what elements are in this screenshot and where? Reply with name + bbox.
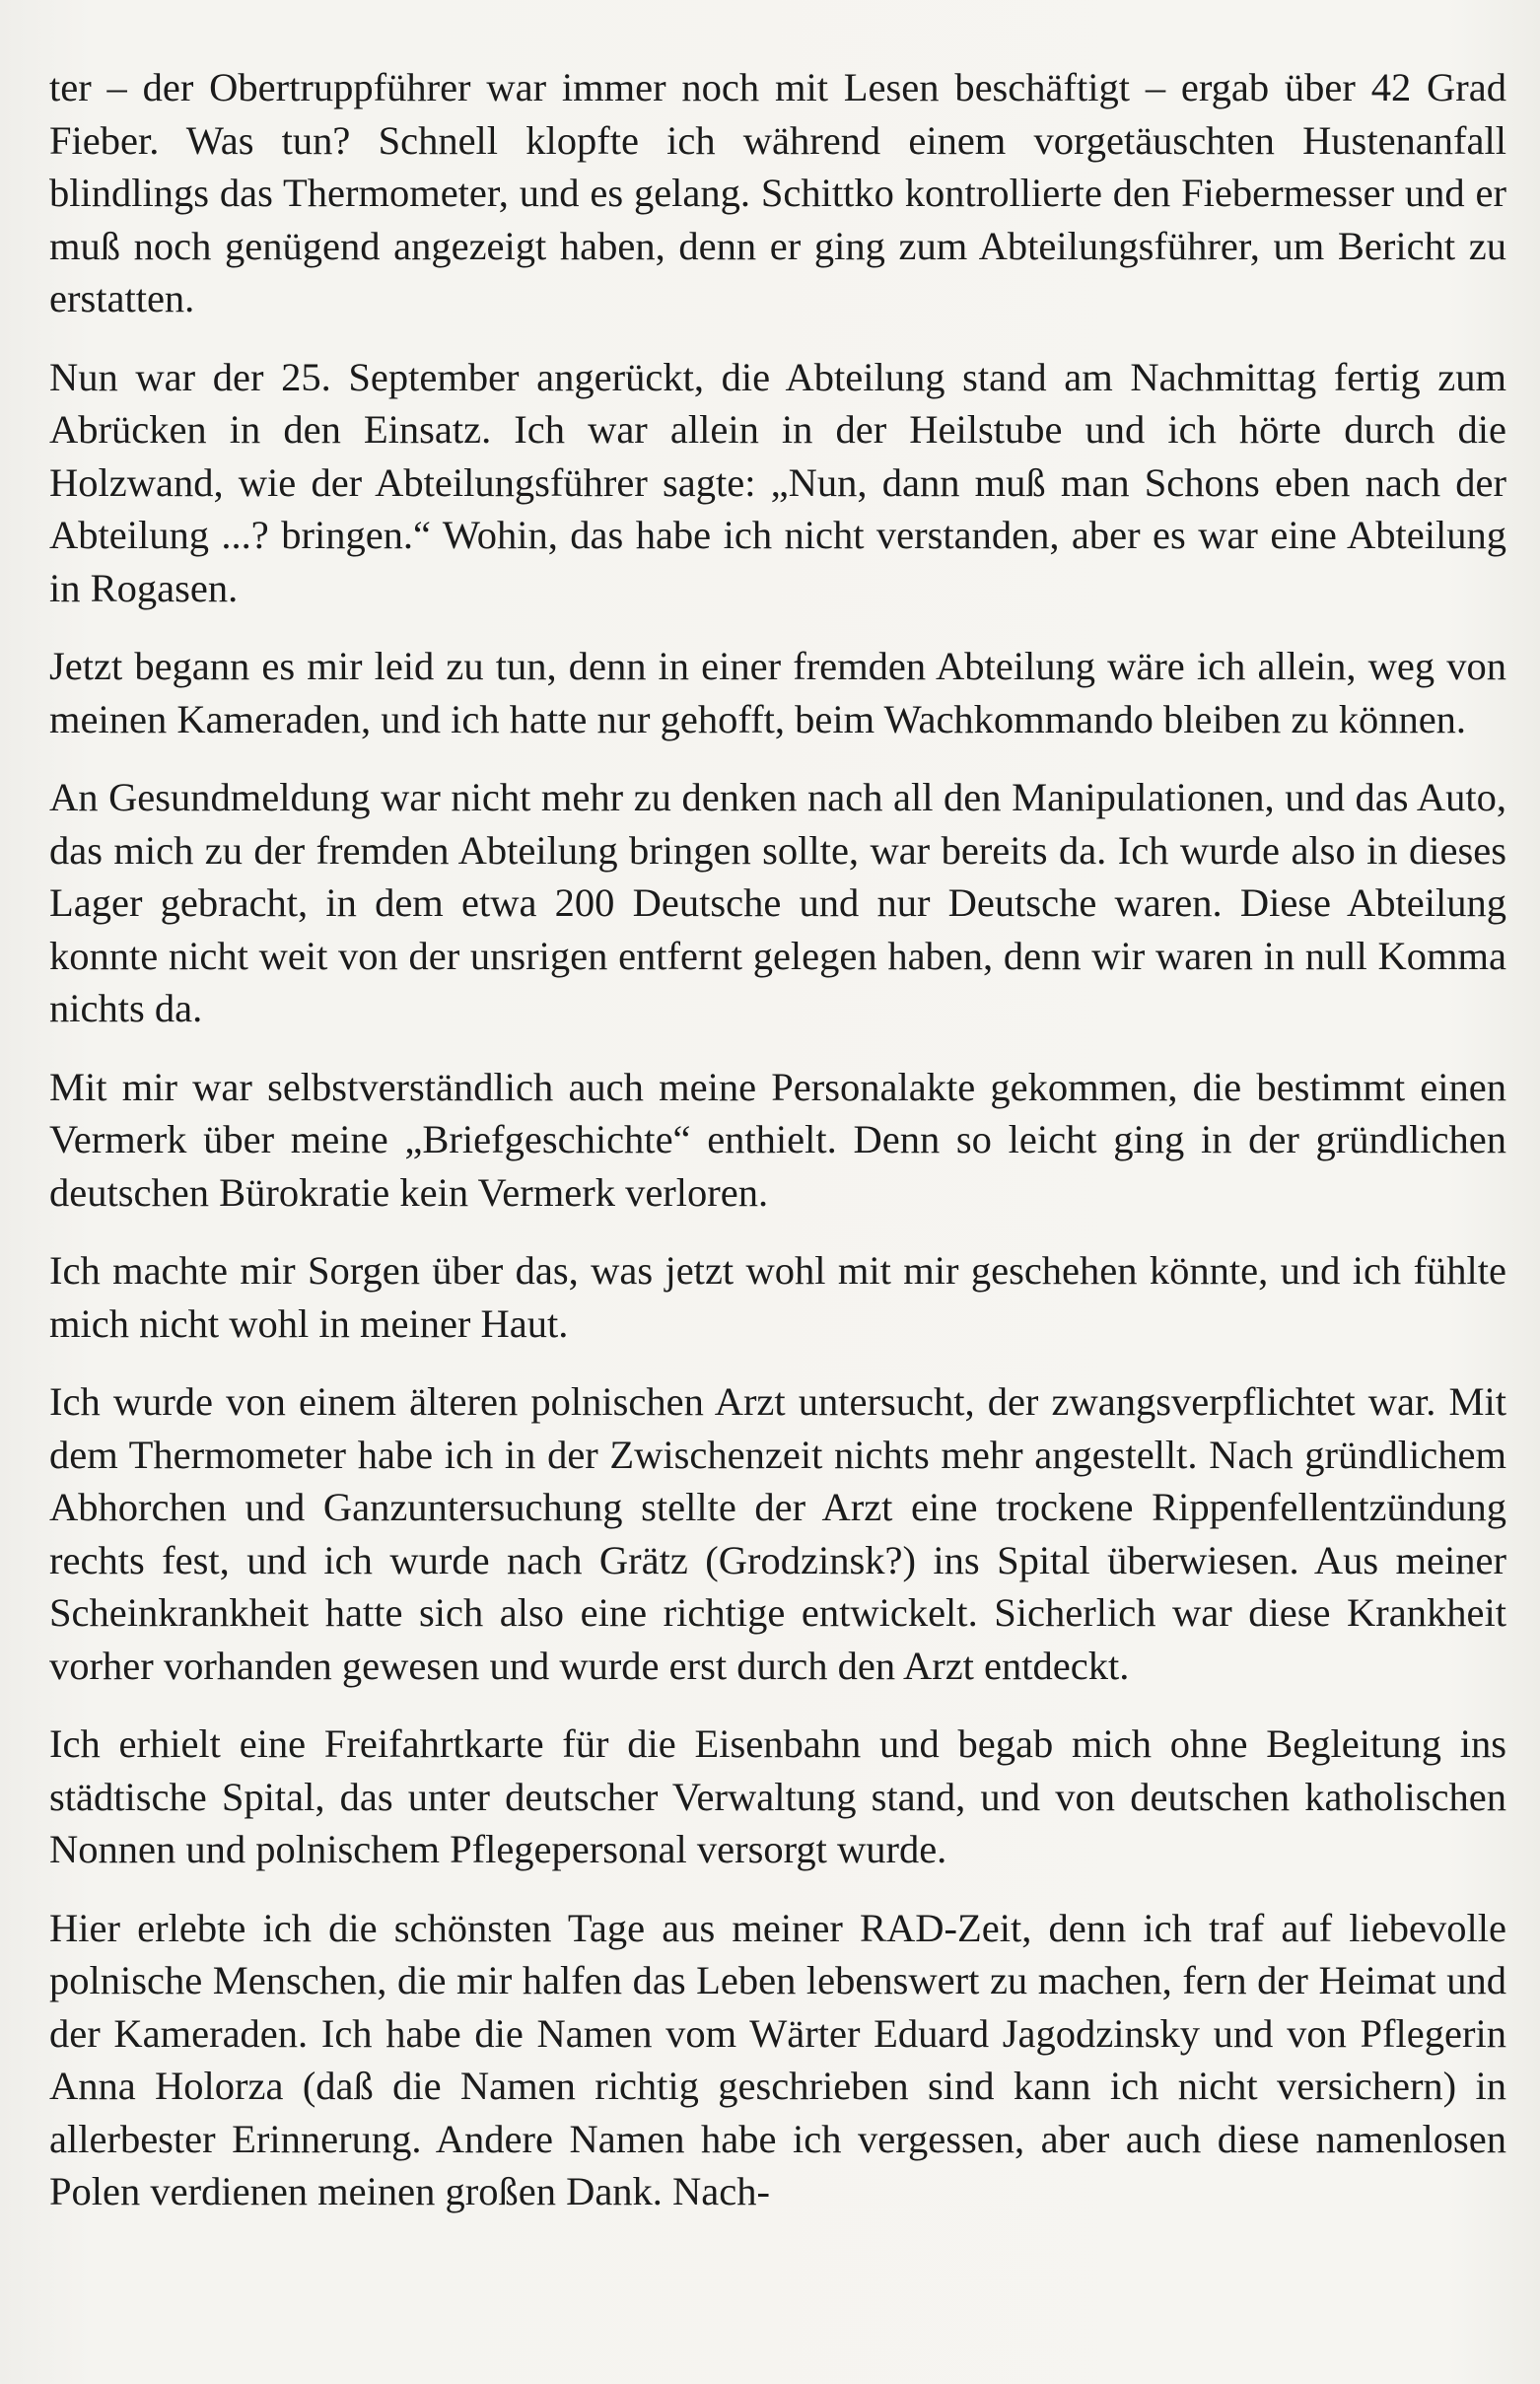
- paragraph-6: Ich machte mir Sorgen über das, was jetzt wohl mit mir geschehen könnte, und ich fühlte mich nicht wohl in meiner Haut.: [49, 1248, 1506, 1346]
- paragraph-5: Mit mir war selbstverständlich auch meine Personalakte gekommen, die bestimmt einen Vermerk über meine „Briefgeschichte“ enthielt. Denn so leicht ging in der gründlichen deutschen Bürokratie kein Vermerk verloren.: [49, 1064, 1506, 1215]
- text-column: [49, 61, 1506, 2218]
- paragraph-3: Jetzt begann es mir leid zu tun, denn in einer fremden Abteilung wäre ich allein, weg von meinen Kameraden, und ich hatte nur gehofft, beim Wachkommando bleiben zu können.: [49, 644, 1506, 741]
- paragraph-9: Hier erlebte ich die schönsten Tage aus meiner RAD-Zeit, denn ich traf auf liebevolle polnische Menschen, die mir halfen das Leben lebenswert zu machen, fern der Heimat und der Kameraden. Ich habe die Namen vom Wärter Eduard Jagodzinsky und von Pflegerin Anna Holorza (daß die Namen richtig geschrieben sind kann ich nicht versichern) in allerbester Erinnerung. Andere Namen habe ich vergessen, aber auch diese namenlosen Polen verdienen meinen großen Dank. Nach-: [49, 1905, 1506, 2213]
- paragraph-1: ter – der Obertruppführer war immer noch mit Lesen beschäftigt – ergab über 42 Grad Fieber. Was tun? Schnell klopfte ich während einem vorgetäuschten Hustenanfall blindlings das Thermometer, und es gelang. Schittko kontrollierte den Fiebermesser und er muß noch genügend angezeigt haben, denn er ging zum Abteilungsführer, um Bericht zu erstatten.: [49, 65, 1506, 320]
- paragraph-2: Nun war der 25. September angerückt, die Abteilung stand am Nachmittag fertig zum Abrücken in den Einsatz. Ich war allein in der Heilstube und ich hörte durch die Holzwand, wie der Abteilungsführer sagte: „Nun, dann muß man Schons eben nach der Abteilung ...? bringen.“ Wohin, das habe ich nicht verstanden, aber es war eine Abteilung in Rogasen.: [49, 354, 1506, 610]
- paragraph-8: Ich erhielt eine Freifahrtkarte für die Eisenbahn und begab mich ohne Begleitung ins städtische Spital, das unter deutscher Verwaltung stand, und von deutschen katholischen Nonnen und polnischem Pflegepersonal versorgt wurde.: [49, 1721, 1506, 1871]
- paragraph-4: An Gesundmeldung war nicht mehr zu denken nach all den Manipulationen, und das Auto, das mich zu der fremden Abteilung bringen sollte, war bereits da. Ich wurde also in dieses Lager gebracht, in dem etwa 200 Deutsche und nur Deutsche waren. Diese Abteilung konnte nicht weit von der unsrigen entfernt gelegen haben, denn wir waren in null Komma nichts da.: [49, 775, 1506, 1030]
- paragraph-7: Ich wurde von einem älteren polnischen Arzt untersucht, der zwangsverpflichtet war. Mit dem Thermometer habe ich in der Zwischenzeit nichts mehr angestellt. Nach gründlichem Abhorchen und Ganzuntersuchung stellte der Arzt eine trockene Rippenfellentzündung rechts fest, und ich wurde nach Grätz (Grodzinsk?) ins Spital überwiesen. Aus meiner Scheinkrankheit hatte sich also eine richtige entwickelt. Sicherlich war diese Krankheit vorher vorhanden gewesen und wurde erst durch den Arzt entdeckt.: [49, 1379, 1506, 1688]
